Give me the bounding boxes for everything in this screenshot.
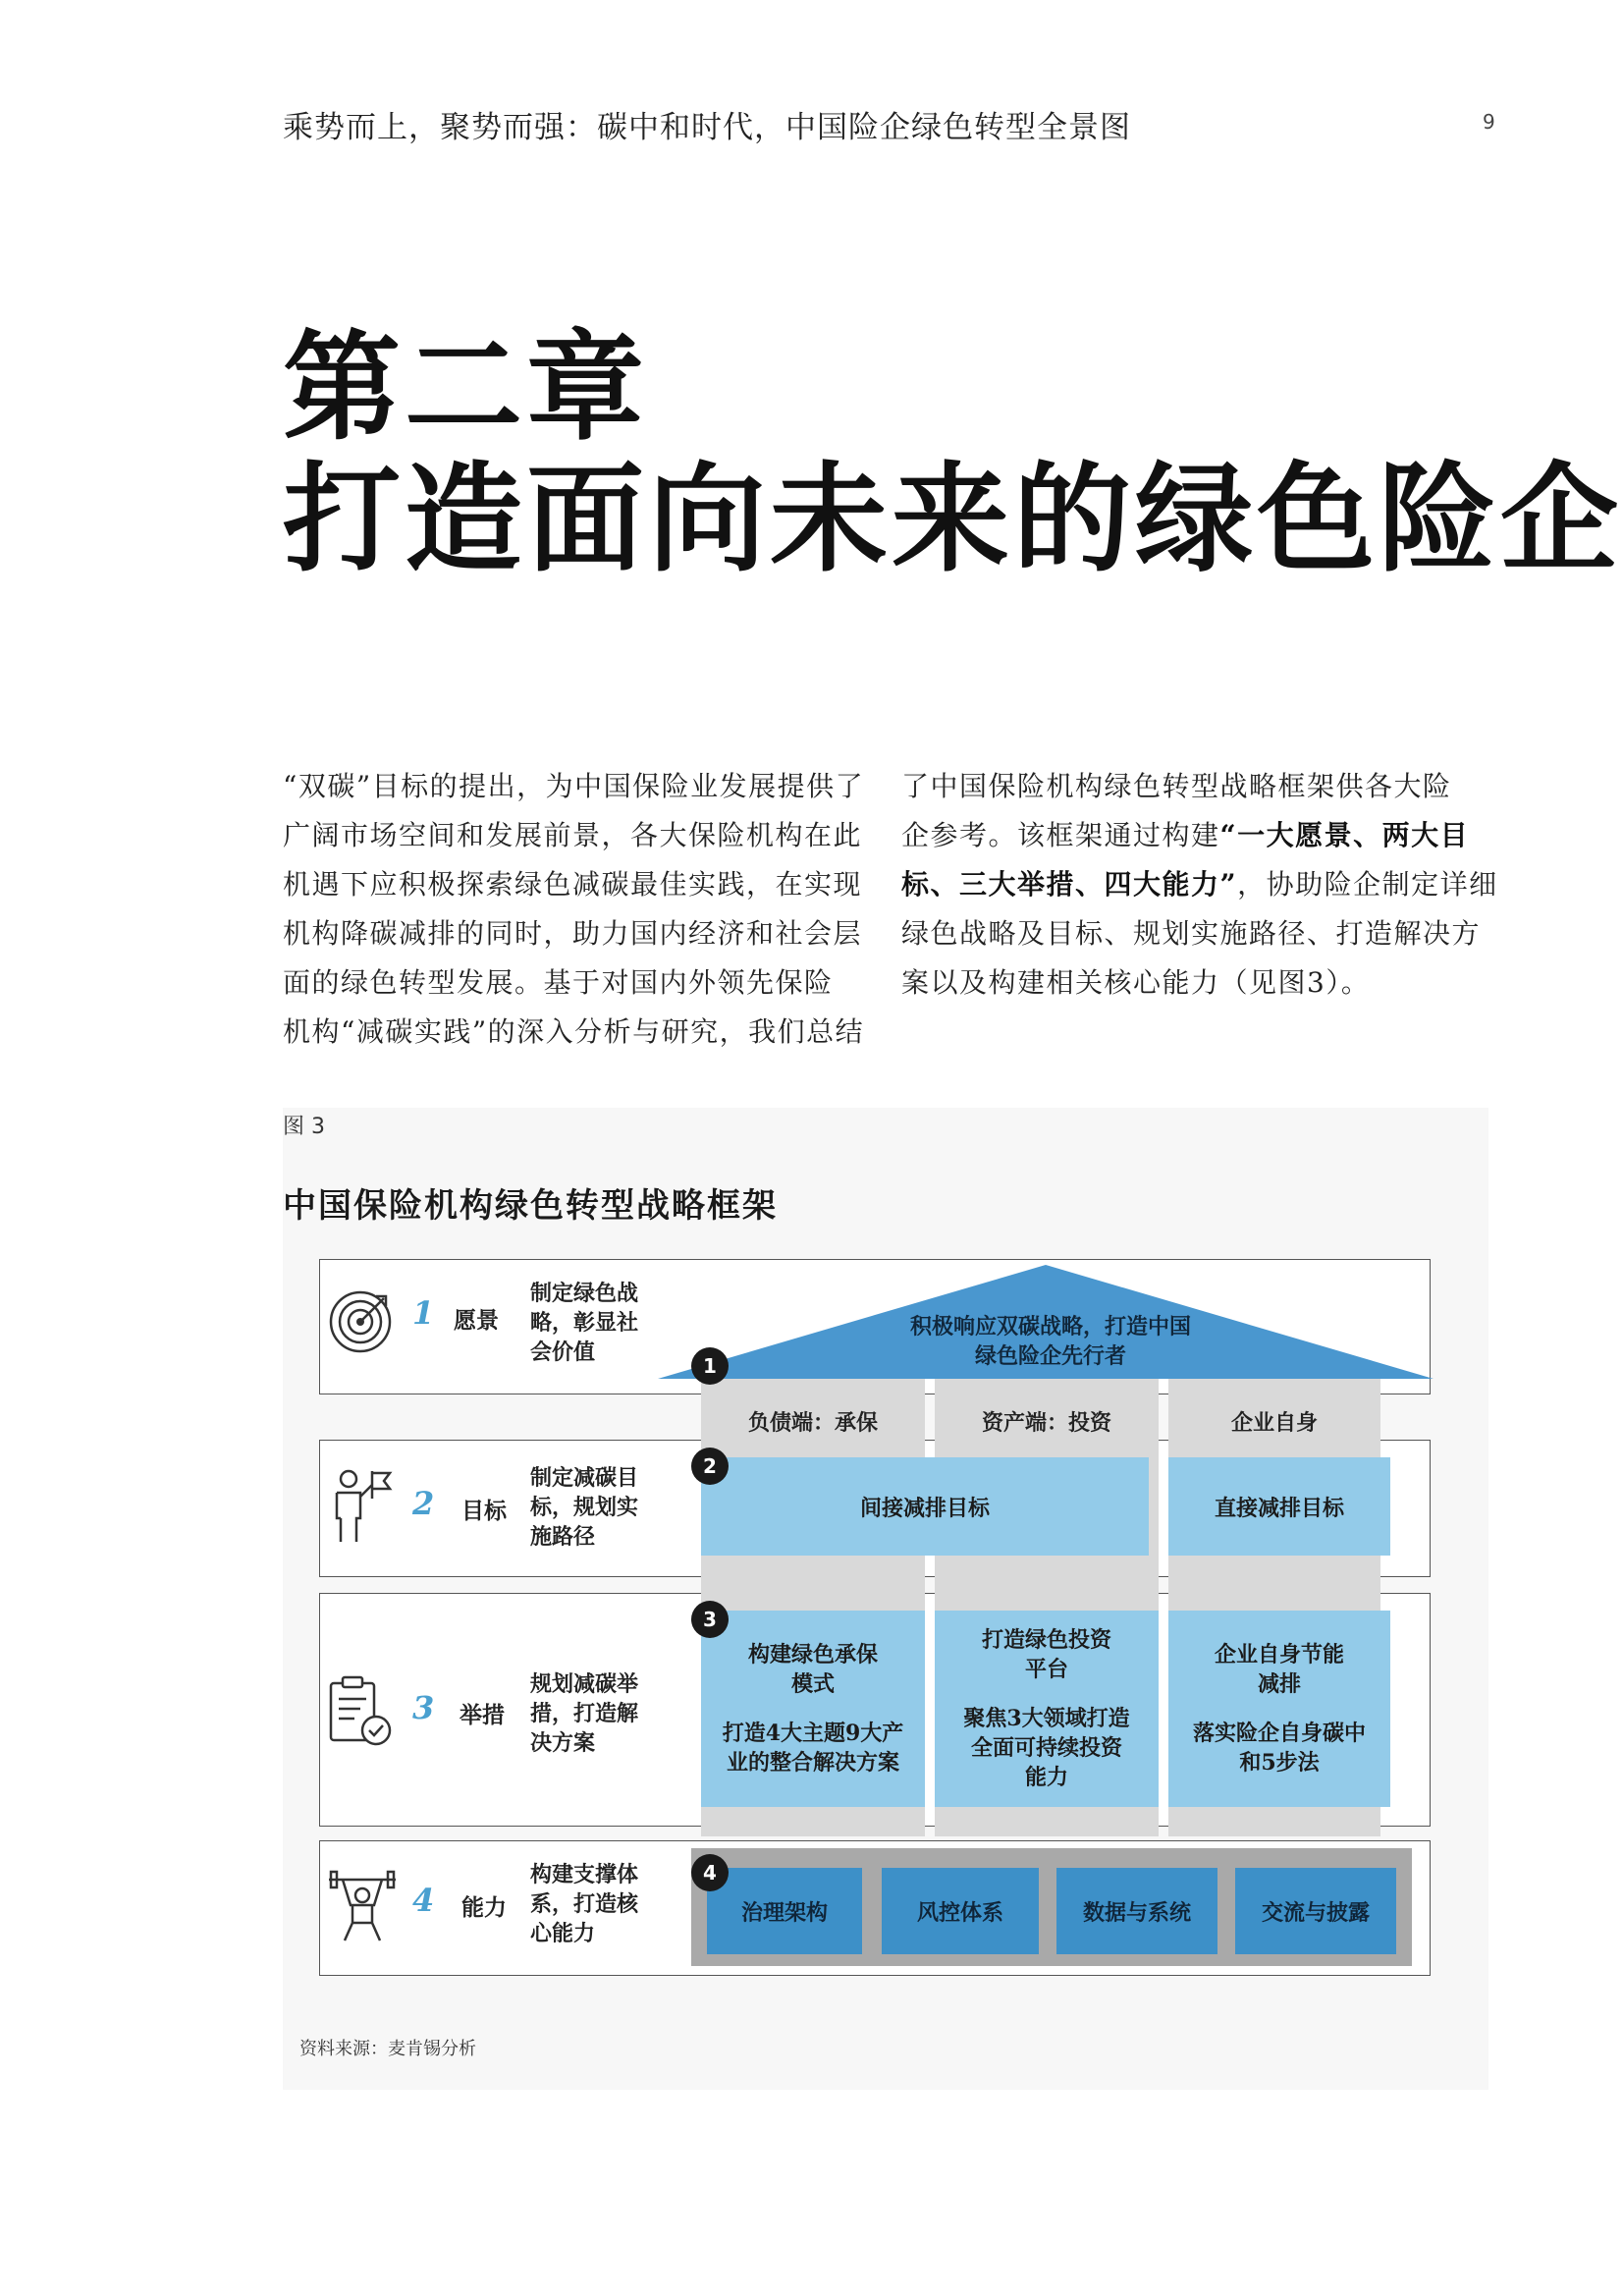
capability-box-data: 数据与系统 [1056,1868,1217,1954]
figure-title: 中国保险机构绿色转型战略框架 [283,1186,778,1226]
running-header-title: 乘势而上，聚势而强：碳中和时代，中国险企绿色转型全景图 [283,110,1131,145]
column-header-enterprise: 企业自身 [1230,1410,1318,1436]
measure-detail-line: 聚焦3大领域打造 [963,1706,1130,1731]
desc-line: 构建支撑体 [530,1862,639,1887]
desc-line: 标，规划实 [530,1495,639,1520]
measure-title-line: 打造绿色投资 [981,1627,1111,1653]
measure-detail-line: 全面可持续投资 [970,1735,1122,1761]
body-text-right [901,762,1498,1008]
measure-box-investment [935,1611,1159,1807]
measure-title-line: 企业自身节能 [1214,1642,1344,1667]
person-flag-icon [327,1469,396,1544]
body-bold: 标、三大举措、四大能力” [901,868,1238,901]
chapter-title: 打造面向未来的绿色险企 [283,450,1622,588]
chapter-heading [283,318,1622,588]
measure-detail [723,1719,904,1777]
measure-title [748,1640,878,1699]
clipboard-check-icon [327,1675,396,1748]
body-line: 机遇下应积极探索绿色减碳最佳实践，在实现 [283,868,863,901]
roof-line: 积极响应双碳战略，打造中国 [909,1314,1191,1339]
body-line [901,860,1498,909]
badge-2: 2 [691,1448,729,1485]
capability-box-governance: 治理架构 [707,1868,862,1954]
body-line: 机构降碳减排的同时，助力国内经济和社会层 [283,917,863,950]
roof-text [844,1312,1257,1371]
body-line: “双碳”目标的提出，为中国保险业发展提供了 [283,770,865,802]
measure-title [982,1625,1111,1684]
row-number-2: 2 [412,1485,435,1522]
measure-box-enterprise [1168,1611,1390,1807]
desc-line: 制定减碳目 [530,1465,639,1491]
badge-1: 1 [691,1347,729,1385]
roof-line: 绿色险企先行者 [974,1343,1126,1369]
measure-detail-line: 和5步法 [1239,1750,1320,1776]
column-header-liability: 负债端：承保 [747,1410,878,1436]
goal-box-indirect: 间接减排目标 [701,1457,1149,1556]
body-line: 广阔市场空间和发展前景，各大保险机构在此 [283,819,863,851]
measure-detail [963,1704,1129,1792]
column-header-asset: 资产端：投资 [981,1410,1111,1436]
body-span: 企参考。该框架通过构建 [901,819,1220,851]
measure-title-line: 模式 [790,1671,835,1697]
row-name-vision: 愿景 [454,1307,499,1334]
measure-detail-line: 打造4大主题9大产 [722,1721,904,1746]
row-desc-measure [530,1669,638,1758]
row-desc-goal [530,1463,638,1552]
desc-line: 决方案 [530,1730,596,1756]
desc-line: 施路径 [530,1524,596,1550]
body-span: ，协助险企制定详细 [1237,868,1498,901]
row-desc-capability [530,1860,638,1948]
body-line: 绿色战略及目标、规划实施路径、打造解决方 [901,917,1482,950]
body-line: 面的绿色转型发展。基于对国内外领先保险 [283,966,834,999]
body-bold: “一大愿景、两大目 [1219,819,1470,851]
figure-label: 图 3 [283,1115,325,1139]
measure-title-line: 减排 [1257,1671,1301,1697]
target-icon [327,1286,398,1357]
badge-4: 4 [691,1854,729,1891]
capability-box-disclosure: 交流与披露 [1235,1868,1396,1954]
desc-line: 制定绿色战 [530,1281,639,1306]
badge-3: 3 [691,1601,729,1638]
measure-detail [1193,1719,1366,1777]
figure-source: 资料来源：麦肯锡分析 [299,2039,476,2059]
desc-line: 措，打造解 [530,1701,639,1726]
desc-line: 心能力 [530,1921,596,1946]
goal-box-direct: 直接减排目标 [1168,1457,1390,1556]
capability-box-risk: 风控体系 [882,1868,1039,1954]
row-name-goal: 目标 [461,1498,507,1524]
desc-line: 略，彰显社 [530,1310,639,1336]
body-text-left [283,762,864,1057]
desc-line: 系，打造核 [530,1891,639,1917]
body-line [901,811,1498,860]
row-number-3: 3 [412,1689,435,1726]
desc-line: 会价值 [530,1339,596,1365]
body-line: 机构“减碳实践”的深入分析与研究，我们总结 [283,1015,865,1048]
body-line: 了中国保险机构绿色转型战略框架供各大险 [901,770,1452,802]
measure-detail-line: 能力 [1024,1765,1068,1790]
measure-title-line: 平台 [1024,1657,1068,1682]
chapter-number: 第二章 [283,318,648,457]
row-name-measure: 举措 [460,1702,505,1728]
body-line: 案以及构建相关核心能力（见图3）。 [901,966,1371,999]
desc-line: 规划减碳举 [530,1671,639,1697]
measure-detail-line: 落实险企自身碳中 [1192,1721,1366,1746]
row-desc-vision [530,1279,638,1367]
page-number: 9 [1483,110,1495,134]
row-number-4: 4 [412,1882,435,1919]
measure-title-line: 构建绿色承保 [747,1642,878,1667]
measure-title [1215,1640,1344,1699]
row-name-capability: 能力 [461,1894,507,1921]
measure-detail-line: 业的整合解决方案 [726,1750,899,1776]
measure-box-underwriting [701,1611,925,1807]
weightlifter-icon [327,1870,398,1942]
row-number-1: 1 [412,1294,435,1332]
